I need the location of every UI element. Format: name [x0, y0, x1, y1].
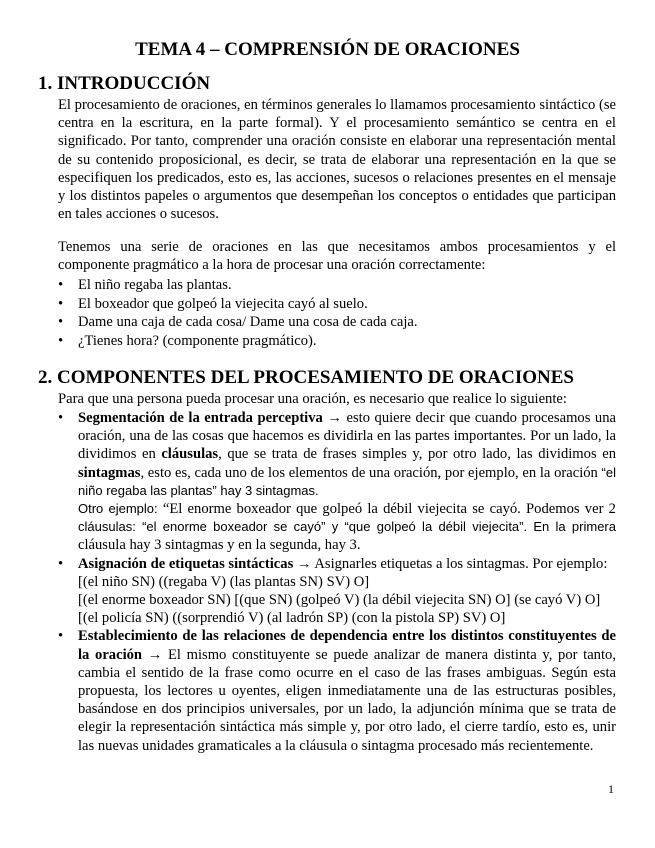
section-1-paragraph-2: Tenemos una serie de oraciones en las que necesitamos ambos procesamientos y el componente pragmático a la hora de procesar una oración correctamente:	[58, 239, 616, 274]
term-dependency: Establecimiento de las relaciones de dependencia entre los distintos constituyentes de la oración	[78, 628, 616, 663]
example-item: • ¿Tienes hora? (componente pragmático).	[58, 332, 618, 351]
component-dependency	[58, 627, 616, 754]
section-2-intro: Para que una persona pueda procesar una oración, es necesario que realice lo siguiente:	[58, 391, 567, 407]
labeling-example-line: [(el niño SN) ((regaba V) (las plantas SN) SV) O]	[78, 573, 370, 590]
arrow-icon: →	[296, 555, 312, 572]
section-2-heading: 2. COMPONENTES DEL PROCESAMIENTO DE ORACIONES	[38, 367, 574, 388]
labeling-text: Asignarles etiquetas a los sintagmas. Por ejemplo:	[311, 555, 608, 572]
segmentation-text-4: “El enorme boxeador que golpeó la débil viejecita se cayó. Podemos ver 2	[157, 501, 616, 518]
document-title: TEMA 4 – COMPRENSIÓN DE ORACIONES	[135, 39, 520, 60]
segmentation-example-1: “el niño regaba las plantas” hay 3 sintagmas.	[78, 464, 616, 498]
labeling-example-line: [(el enorme boxeador SN) [(que SN) (golpeó V) (la débil viejecita SN) O] (se cayó V) O]	[78, 592, 601, 609]
term-clausulas: cláusulas	[161, 446, 219, 463]
page-number: 1	[608, 782, 614, 796]
section-1-heading: 1. INTRODUCCIÓN	[38, 73, 211, 94]
segmentation-other-example-label: Otro ejemplo:	[78, 501, 158, 517]
example-item: • El boxeador que golpeó la viejecita cayó al suelo.	[58, 295, 618, 314]
component-segmentation	[58, 409, 616, 555]
example-item: • Dame una caja de cada cosa/ Dame una cosa de cada caja.	[58, 313, 618, 332]
section-1-paragraph-1: El procesamiento de oraciones, en términos generales lo llamamos procesamiento sintáctico (se centra en la escritura, en la parte formal). Y el procesamiento semántico se centra en el significado. Por tanto, comprender una oración consiste en elaborar una representación mental de su contenido proposicional, es decir, se trata de elaborar una representación en la que se especifiquen los predicados, esto es, las acciones, sucesos o relaciones presentes en el mensaje y los distintos papeles o argumentos que desempeñan los conceptos o entidades que participan en tales acciones o sucesos.	[58, 97, 616, 223]
term-segmentation: Segmentación de la entrada perceptiva	[78, 410, 323, 426]
components-list	[58, 409, 616, 755]
segmentation-example-clauses: cláusulas: “el enorme boxeador se cayó” y “que golpeó la débil viejecita”. En la primera	[78, 519, 616, 535]
segmentation-text-2: , que se trata de frases simples y, por otro lado, las dividimos en	[218, 446, 616, 463]
segmentation-text-5: cláusula hay 3 sintagmas y en la segunda, hay 3.	[78, 537, 361, 554]
example-item: • El niño regaba las plantas.	[58, 276, 618, 295]
examples-list	[58, 276, 618, 350]
term-sintagmas: sintagmas	[78, 464, 141, 481]
segmentation-text-3: , esto es, cada uno de los elementos de una oración, por ejemplo, en la oración	[140, 464, 602, 481]
labeling-example-line: [(el policía SN) ((sorprendió V) (al ladrón SP) (con la pistola SP) SV) O]	[78, 610, 506, 627]
component-labeling	[58, 555, 616, 628]
segmentation-text-1: esto quiere decir que cuando procesamos una oración, una de las cosas que hacemos es dividirla en las partes importantes. Por un lado, la dividimos en	[78, 410, 616, 463]
term-labeling: Asignación de etiquetas sintácticas	[78, 555, 294, 572]
dependency-text: El mismo constituyente se puede analizar de manera distinta y, por tanto, cambia el sentido de la frase como ocurre en el caso de las frases ambiguas. Según esta propuesta, los lectores u oyentes, eligen inmediatamente una de las estructuras posibles, basándose en dos principios universales, por un lado, la adjunción mínima que se trata de elegir la representación sintáctica más simple y, por otro lado, el cierre tardío, esto es, unir las nuevas unidades gramaticales a la cláusula o sintagma procesado más recientemente.	[78, 646, 616, 754]
arrow-icon: →	[327, 410, 342, 426]
arrow-icon: →	[147, 646, 163, 663]
